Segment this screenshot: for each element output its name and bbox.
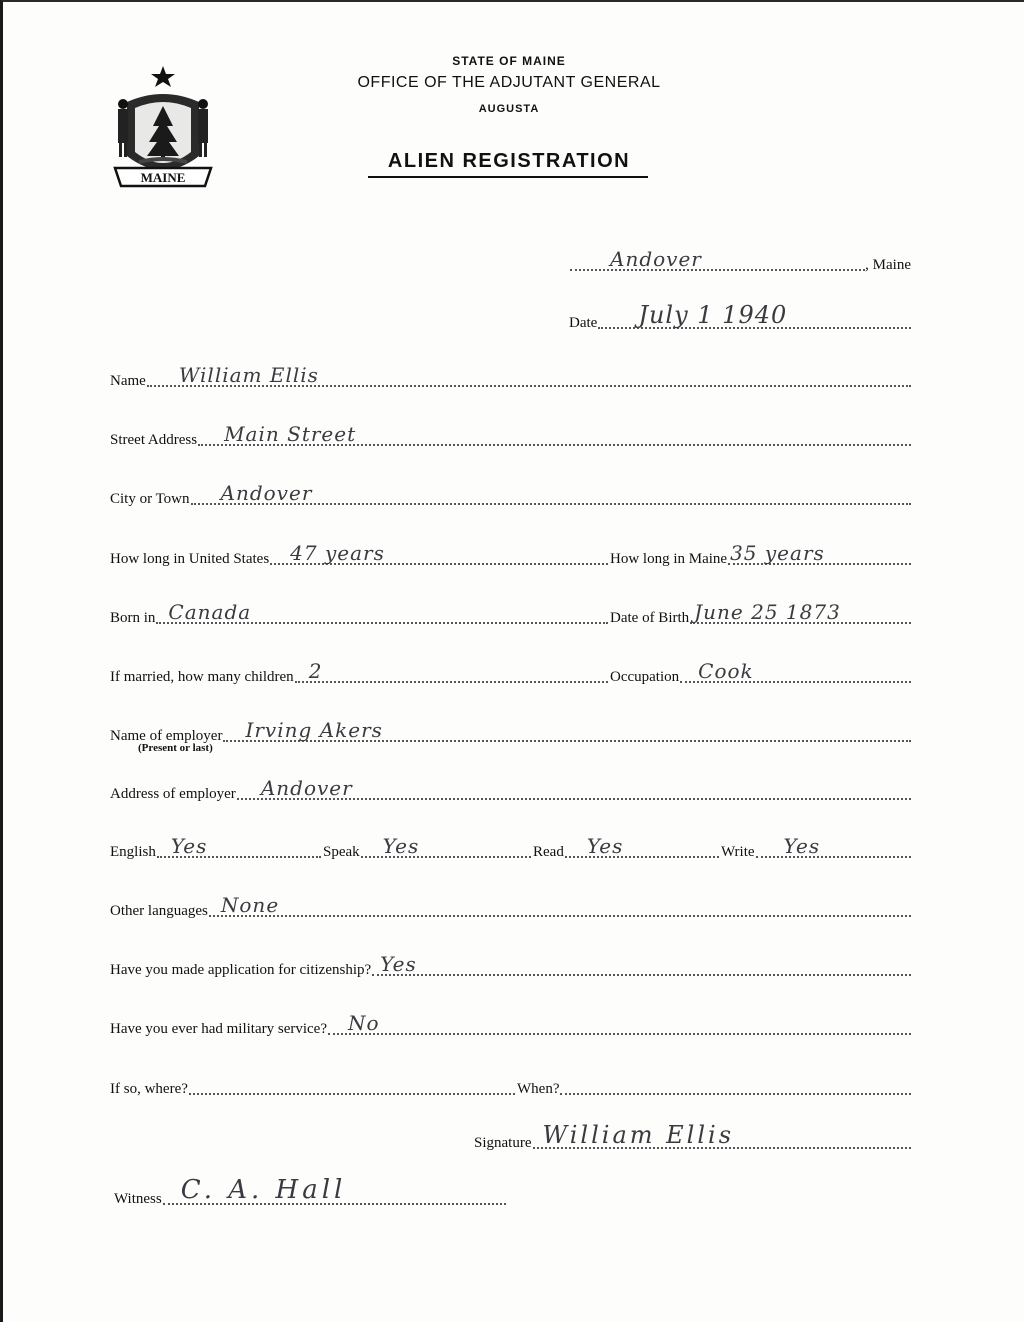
when-label: When? [517, 1081, 560, 1097]
us-value: 47 years [290, 541, 385, 565]
dob-value: June 25 1873 [694, 600, 841, 624]
where-row [110, 1072, 515, 1098]
witness-value: C. A. Hall [180, 1175, 347, 1205]
date-row [569, 301, 911, 332]
street-row [110, 423, 911, 449]
city-field[interactable] [191, 481, 911, 505]
other-languages-label: Other languages [110, 903, 208, 919]
when-row [517, 1072, 911, 1098]
employer-field[interactable] [223, 718, 911, 742]
occupation-label: Occupation [610, 669, 680, 685]
born-field[interactable] [156, 600, 608, 624]
place-row [569, 248, 911, 274]
english-field[interactable] [157, 834, 321, 858]
where-field[interactable] [189, 1075, 515, 1095]
born-row [110, 601, 608, 627]
street-value: Main Street [224, 422, 357, 446]
witness-label: Witness [114, 1191, 162, 1207]
name-label: Name [110, 373, 146, 389]
other-languages-value: None [220, 893, 280, 917]
read-value: Yes [586, 834, 624, 858]
signature-label: Signature [474, 1135, 532, 1151]
where-label: If so, where? [110, 1081, 188, 1097]
signature-value: William Ellis [542, 1121, 735, 1149]
signature-field[interactable] [533, 1121, 912, 1149]
maine-row [610, 542, 911, 568]
write-field[interactable] [756, 834, 911, 858]
maine-field[interactable] [728, 541, 911, 565]
street-label: Street Address [110, 432, 198, 448]
dob-row [610, 601, 911, 627]
children-label: If married, how many children [110, 669, 294, 685]
children-value: 2 [308, 659, 323, 683]
military-label: Have you ever had military service? [110, 1021, 327, 1037]
employer-address-row [110, 777, 911, 803]
occupation-value: Cook [698, 659, 754, 683]
military-field[interactable] [328, 1011, 911, 1035]
read-field[interactable] [565, 834, 719, 858]
speak-row [323, 835, 531, 861]
speak-label: Speak [323, 844, 360, 860]
english-value: Yes [170, 834, 208, 858]
military-row [110, 1012, 911, 1038]
military-value: No [348, 1011, 380, 1035]
witness-row [114, 1175, 506, 1208]
employer-address-label: Address of employer [110, 786, 236, 802]
write-label: Write [721, 844, 755, 860]
witness-field[interactable] [163, 1175, 506, 1205]
read-label: Read [533, 844, 564, 860]
write-value: Yes [783, 834, 821, 858]
when-field[interactable] [560, 1075, 911, 1095]
date-label: Date [569, 315, 598, 331]
write-row [721, 835, 911, 861]
header-state: STATE OF MAINE [452, 54, 566, 68]
date-value: July 1 1940 [638, 301, 788, 329]
city-value: Andover [220, 481, 313, 505]
street-field[interactable] [198, 422, 911, 446]
date-field[interactable] [598, 301, 911, 329]
form-title: ALIEN REGISTRATION [387, 150, 631, 172]
citizenship-row [110, 953, 911, 979]
name-value: William Ellis [178, 363, 319, 387]
citizenship-field[interactable] [372, 952, 911, 976]
maine-label: How long in Maine [610, 551, 728, 567]
read-row [533, 835, 719, 861]
city-label: City or Town [110, 491, 190, 507]
header-city: AUGUSTA [478, 103, 540, 115]
us-field[interactable] [270, 541, 608, 565]
occupation-field[interactable] [680, 659, 911, 683]
us-row [110, 542, 608, 568]
children-field[interactable] [295, 659, 608, 683]
employer-address-field[interactable] [237, 776, 911, 800]
english-label: English [110, 844, 156, 860]
employer-row [110, 719, 911, 745]
speak-value: Yes [382, 834, 420, 858]
us-label: How long in United States [110, 551, 270, 567]
occupation-row [610, 660, 911, 686]
dob-field[interactable] [690, 600, 911, 624]
born-label: Born in [110, 610, 156, 626]
maine-value: 35 years [730, 541, 825, 565]
signature-row [474, 1121, 911, 1152]
children-row [110, 660, 608, 686]
employer-note: (Present or last) [138, 742, 213, 754]
place-field[interactable] [570, 247, 865, 271]
city-row [110, 482, 911, 508]
place-value: Andover [610, 247, 702, 271]
citizenship-label: Have you made application for citizenship? [110, 962, 372, 978]
other-languages-row [110, 894, 911, 920]
employer-address-value: Andover [260, 776, 353, 800]
other-languages-field[interactable] [209, 893, 911, 917]
english-row [110, 835, 321, 861]
employer-label: Name of employer [110, 728, 223, 744]
place-suffix-label: , Maine [865, 257, 911, 273]
employer-value: Irving Akers [245, 718, 383, 742]
name-row [110, 364, 911, 390]
name-field[interactable] [147, 363, 911, 387]
header-office: OFFICE OF THE ADJUTANT GENERAL [357, 74, 661, 91]
citizenship-value: Yes [380, 952, 417, 976]
seal-banner-text: MAINE [140, 170, 186, 185]
title-underline [368, 176, 648, 178]
dob-label: Date of Birth [610, 610, 690, 626]
born-value: Canada [168, 600, 252, 624]
speak-field[interactable] [361, 834, 531, 858]
